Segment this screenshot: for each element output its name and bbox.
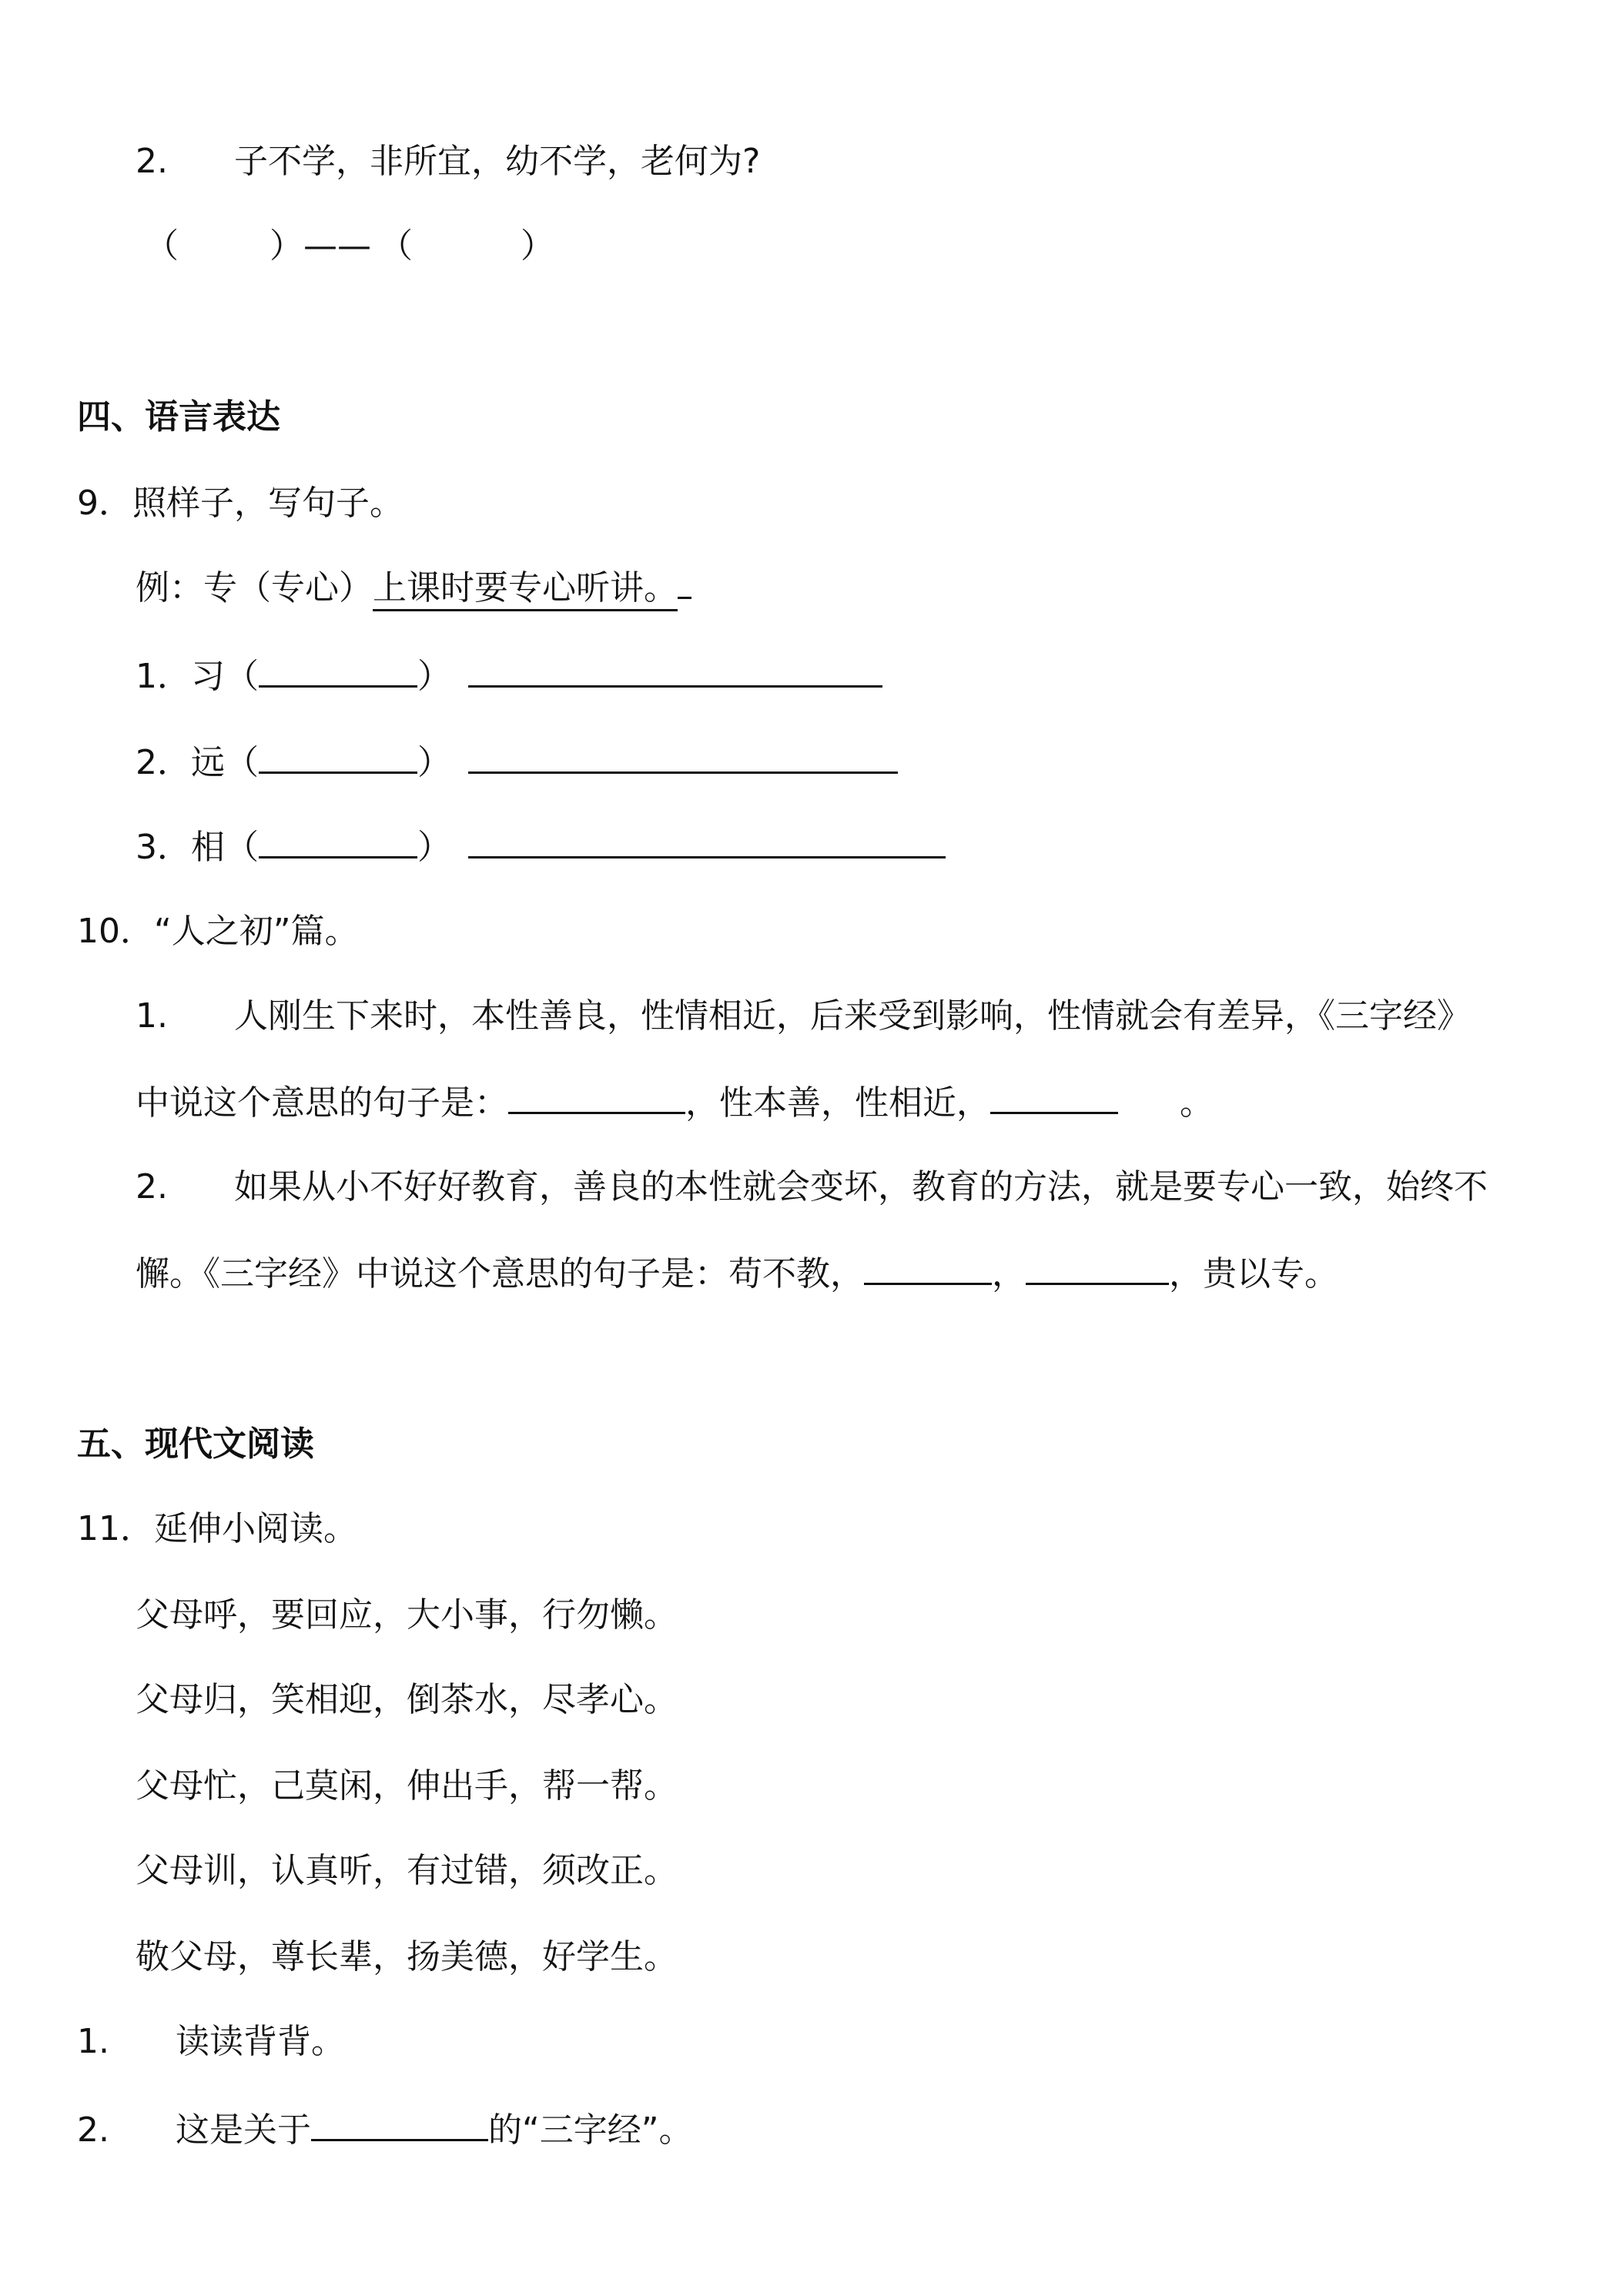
question-text: 人刚生下来时，本性善良，性情相近，后来受到影响，性情就会有差异，《三字经》: [234, 996, 1471, 1036]
poem-line: 敬父母，尊长辈，扬美德，好学生。: [136, 1937, 678, 1976]
question-text: 读读背背。: [176, 2022, 345, 2061]
blank-word[interactable]: [259, 822, 417, 858]
poem-line: 父母忙，己莫闲，伸出手，帮一帮。: [136, 1766, 678, 1806]
item-char: 相: [191, 828, 225, 867]
question-text: 中说这个意思的句子是：: [136, 1083, 508, 1123]
comma: ，: [992, 1254, 1026, 1294]
answer-blank[interactable]: [990, 1078, 1118, 1114]
item-number: 3．: [136, 828, 191, 867]
question-text: ，性本善，性相近，: [685, 1083, 990, 1123]
question-text: ，贵以专。: [1169, 1254, 1338, 1294]
close-paren: ）: [417, 657, 451, 696]
blank-word[interactable]: [259, 738, 417, 774]
question-text: 懈。《三字经》中说这个意思的句子是：苟不教，: [136, 1254, 864, 1294]
question-item: [136, 139, 760, 185]
item-number: 2．: [136, 743, 191, 782]
question-label: 9．照样子，写句子。: [77, 484, 403, 523]
sub-question: [77, 2019, 345, 2065]
item-number: 1.: [136, 996, 168, 1036]
open-paren: （: [145, 226, 179, 266]
open-paren: （: [225, 828, 259, 867]
example-prefix: 例：专（专心）: [136, 568, 373, 607]
question-text: 如果从小不好好教育，善良的本性就会变坏，教育的方法，就是要专心一致，始终不: [234, 1167, 1488, 1207]
item-number: 1．: [136, 657, 191, 696]
open-paren: （: [225, 657, 259, 696]
example-sentence: 上课时要专心听讲。: [373, 568, 678, 611]
answer-blank[interactable]: [311, 2105, 488, 2141]
answer-blank[interactable]: [508, 1078, 685, 1114]
blank-sentence[interactable]: [468, 651, 882, 688]
close-paren: ）: [417, 828, 451, 867]
item-number: 2.: [77, 2110, 109, 2150]
item-number: 2.: [136, 1167, 168, 1207]
question-item-cont: [136, 1078, 1214, 1126]
poem-line: 父母呼，要回应，大小事，行勿懒。: [136, 1595, 678, 1635]
question-item: [136, 1164, 1488, 1210]
item-number: 2.: [136, 142, 168, 181]
close-paren: ）: [417, 743, 451, 782]
dash: ——: [303, 226, 371, 266]
blank-word[interactable]: [259, 651, 417, 688]
item-char: 远: [191, 743, 225, 782]
poem-line: 父母训，认真听，有过错，须改正。: [136, 1851, 678, 1890]
question-label: 10．“人之初”篇。: [77, 912, 359, 951]
example-line: [136, 565, 691, 611]
blank-sentence[interactable]: [468, 822, 946, 858]
item-number: 1.: [77, 2022, 109, 2061]
section-heading: 五、现代文阅读: [77, 1424, 314, 1464]
question-text: 子不学，非所宜，幼不学，老何为?: [234, 142, 761, 181]
poem-line: 父母归，笑相迎，倒茶水，尽孝心。: [136, 1680, 678, 1719]
question-text: 的“三字经”。: [488, 2110, 693, 2150]
blank-sentence[interactable]: [468, 738, 898, 774]
open-paren: （: [379, 226, 413, 266]
item-char: 习: [191, 657, 225, 696]
answer-brackets: [145, 223, 554, 269]
question-item: [136, 993, 1471, 1039]
question-item-cont: [136, 1249, 1338, 1297]
fill-item: [136, 651, 882, 700]
answer-blank[interactable]: [1026, 1249, 1169, 1285]
period: 。: [1180, 1083, 1214, 1123]
question-label: 11．延伸小阅读。: [77, 1509, 357, 1548]
open-paren: （: [225, 743, 259, 782]
question-text: 这是关于: [176, 2110, 311, 2150]
close-paren: ）: [270, 226, 303, 266]
close-paren: ）: [521, 226, 554, 266]
section-heading: 四、语言表达: [77, 397, 280, 437]
sub-question: [77, 2105, 693, 2154]
answer-blank[interactable]: [864, 1249, 992, 1285]
fill-item: [136, 738, 898, 786]
fill-item: [136, 822, 946, 871]
